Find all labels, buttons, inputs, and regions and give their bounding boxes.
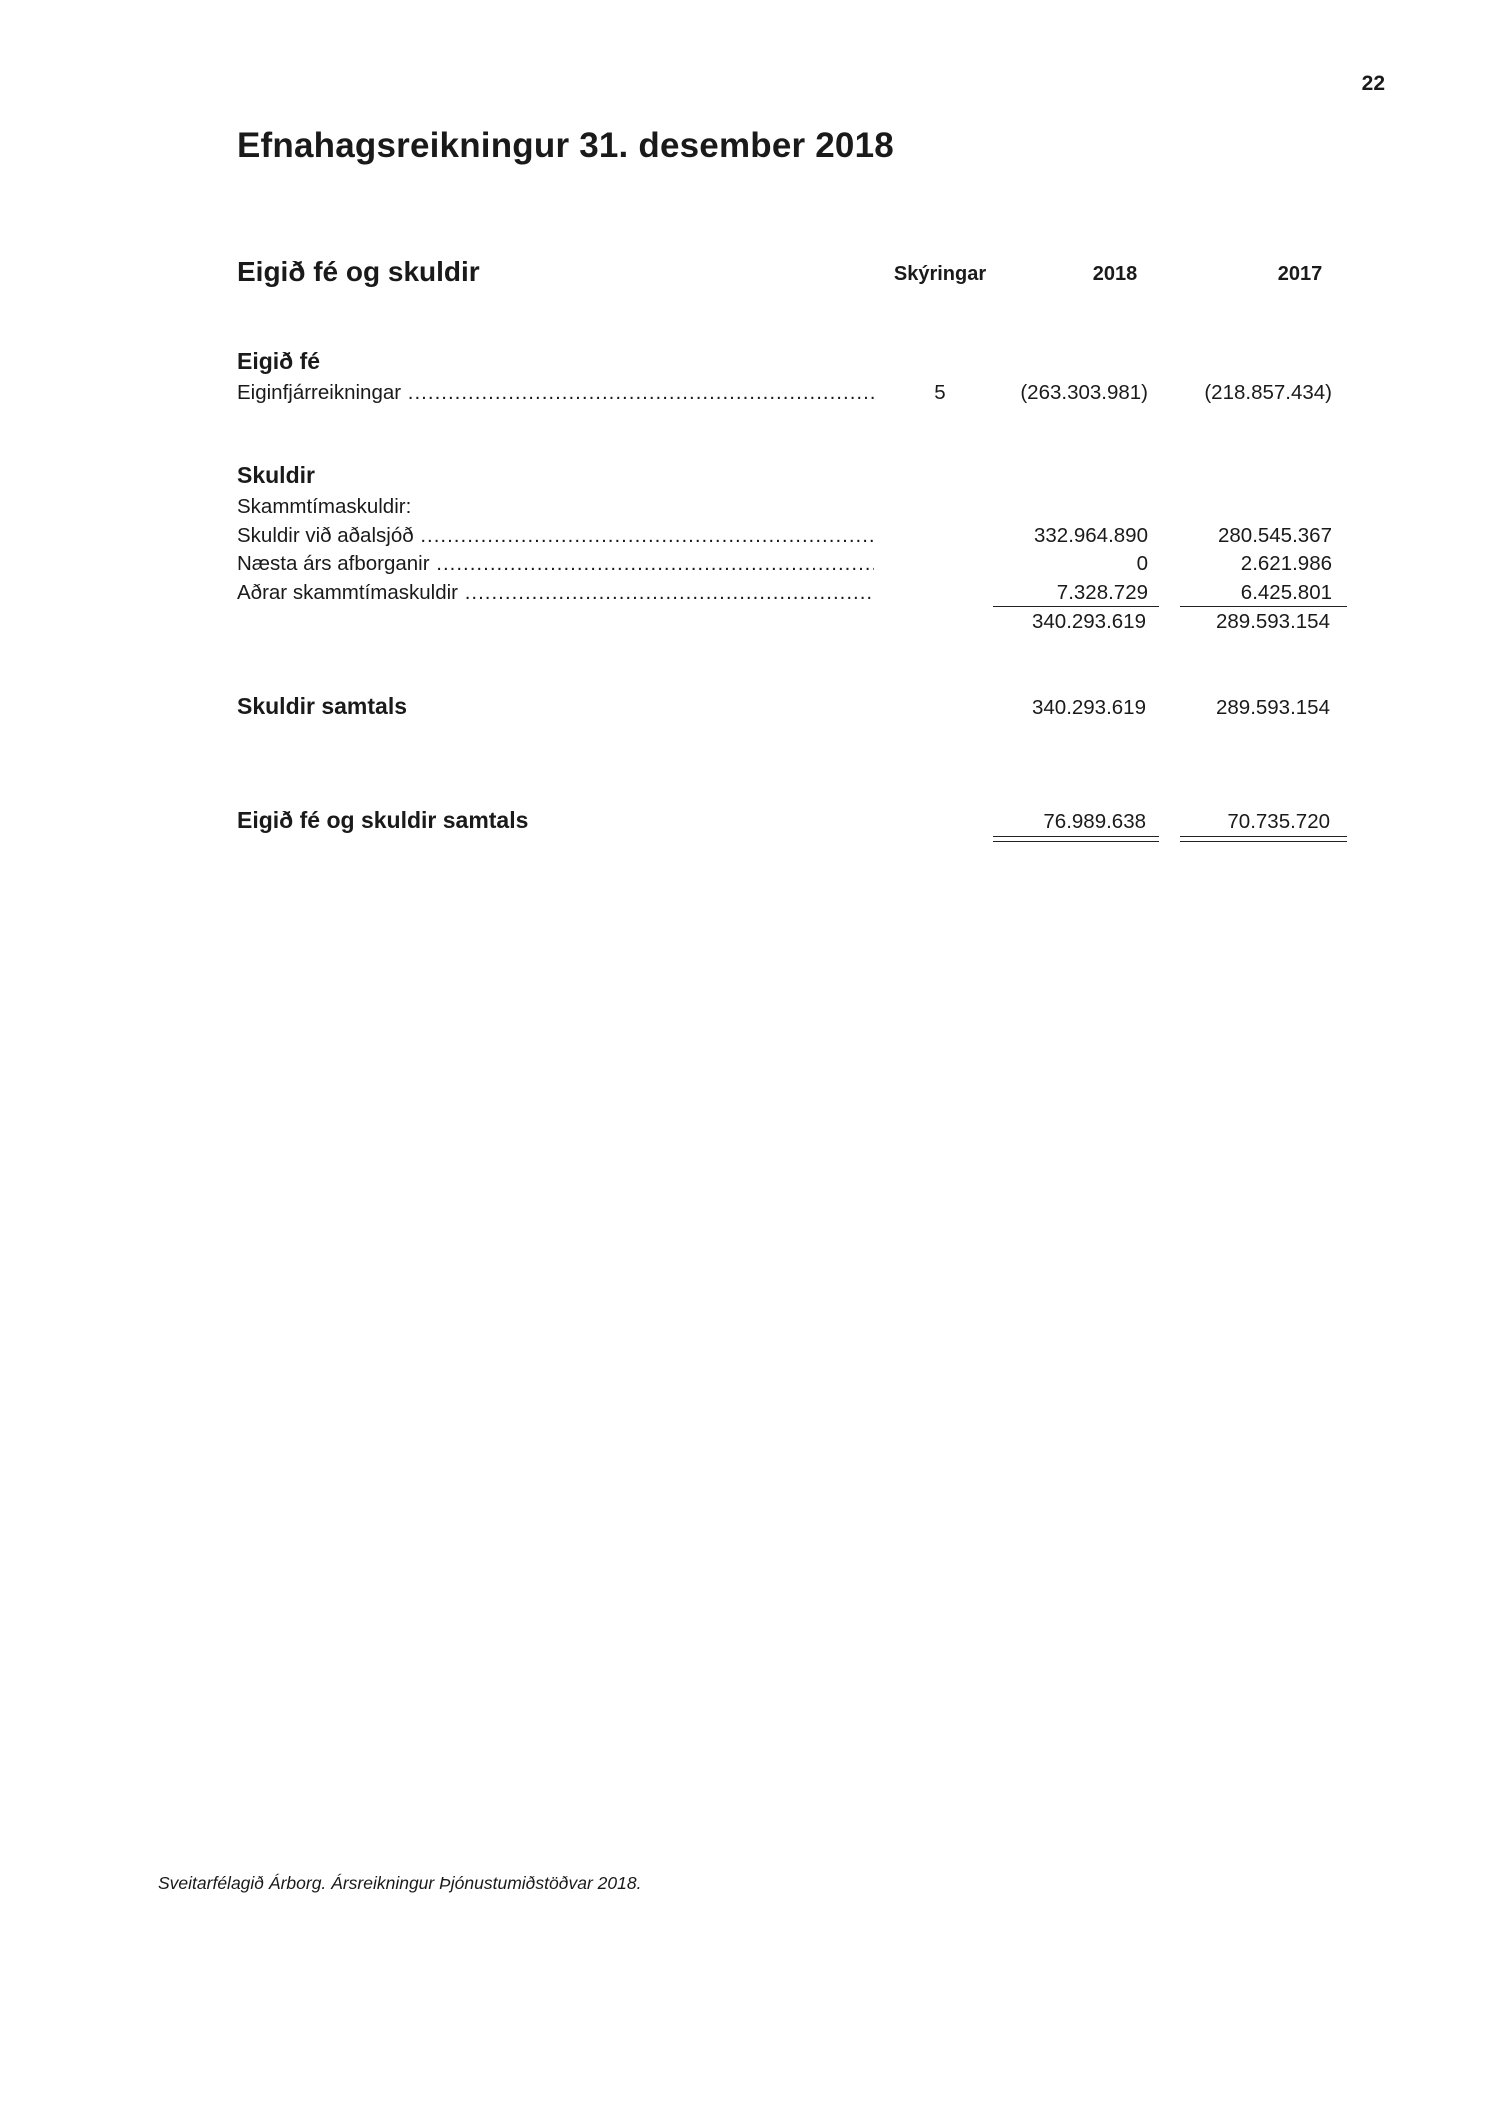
row-value-2017: 6.425.801 xyxy=(1240,581,1332,604)
grand-total-rule-2018-double xyxy=(993,841,1159,842)
table-row xyxy=(237,381,1357,409)
grand-total-rule-2018 xyxy=(993,836,1159,837)
subtotal-2017: 289.593.154 xyxy=(1215,610,1330,633)
table-row xyxy=(237,581,1357,609)
document-title: Efnahagsreikningur 31. desember 2018 xyxy=(237,126,894,165)
total-liabilities-2018: 340.293.619 xyxy=(1031,696,1146,719)
row-label: Aðrar skammtímaskuldir ..... xyxy=(237,581,874,605)
liabilities-subheading: Skammtímaskuldir: xyxy=(237,495,412,518)
equity-heading: Eigið fé xyxy=(237,348,321,374)
row-label: Eiginfjárreikningar ..... xyxy=(237,381,874,405)
row-value-2017: 280.545.367 xyxy=(1217,524,1332,547)
grand-total-rule-2017-double xyxy=(1180,841,1347,842)
table-row xyxy=(237,524,1357,552)
row-value-2017: (218.857.434) xyxy=(1204,381,1332,404)
row-value-2018: 7.328.729 xyxy=(1056,581,1148,604)
subtotal-2018: 340.293.619 xyxy=(1031,610,1146,633)
grand-total-2017: 70.735.720 xyxy=(1227,810,1330,833)
liabilities-heading: Skuldir xyxy=(237,462,315,488)
total-liabilities-label: Skuldir samtals xyxy=(237,693,408,719)
row-label: Næsta árs afborganir ..... xyxy=(237,552,874,576)
row-value-2017: 2.621.986 xyxy=(1240,552,1332,575)
table-row xyxy=(237,552,1357,580)
row-label: Skuldir við aðalsjóð ..... xyxy=(237,524,874,548)
page-number: 22 xyxy=(1361,72,1385,95)
row-value-2018: 0 xyxy=(1136,552,1148,575)
column-header-2017: 2017 xyxy=(1277,263,1323,285)
subtotal-rule-2018 xyxy=(993,606,1159,607)
grand-total-label: Eigið fé og skuldir samtals xyxy=(237,807,529,833)
row-note: 5 xyxy=(934,381,946,404)
row-value-2018: 332.964.890 xyxy=(1033,524,1148,547)
section-title: Eigið fé og skuldir xyxy=(237,256,480,287)
column-header-2018: 2018 xyxy=(1092,263,1138,285)
column-header-notes: Skýringar xyxy=(893,263,987,285)
grand-total-2018: 76.989.638 xyxy=(1043,810,1146,833)
subtotal-rule-2017 xyxy=(1180,606,1347,607)
row-value-2018: (263.303.981) xyxy=(1020,381,1148,404)
grand-total-rule-2017 xyxy=(1180,836,1347,837)
total-liabilities-2017: 289.593.154 xyxy=(1215,696,1330,719)
footer-text: Sveitarfélagið Árborg. Ársreikningur Þjónustumiðstöðvar 2018. xyxy=(158,1873,642,1893)
